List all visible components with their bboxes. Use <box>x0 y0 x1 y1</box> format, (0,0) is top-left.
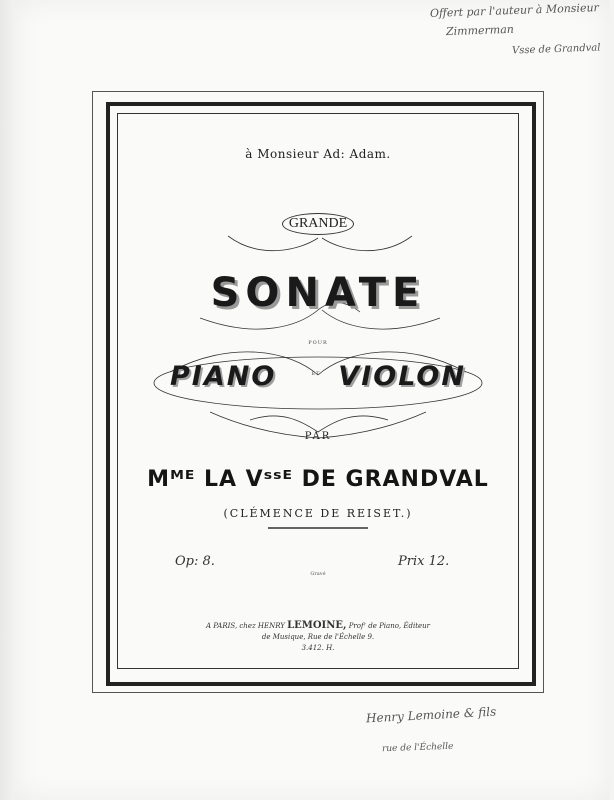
pour-label: POUR <box>308 340 328 346</box>
handwritten-dedication-line3: Vsse de Grandval <box>511 42 601 57</box>
publisher-imprint <box>117 620 519 654</box>
opus-number: Op: 8. <box>175 554 215 569</box>
grande-label <box>117 213 519 235</box>
publisher-prefix: A PARIS, chez HENRY <box>205 622 285 630</box>
publisher-suffix: Profʳ de Piano, Éditeur <box>348 622 431 630</box>
par-label: PAR <box>304 431 332 442</box>
et-label: ET <box>311 371 321 377</box>
price: Prix 12. <box>398 554 450 569</box>
instrument-piano: PIANO <box>170 361 277 392</box>
handwritten-dedication-line2: Zimmerman <box>445 22 515 39</box>
page-left-edge <box>0 0 15 800</box>
engraver-note: Gravé <box>310 571 326 577</box>
handwritten-dedication-line1: Offert par l'auteur à Monsieur <box>429 1 600 20</box>
publisher-line1 <box>117 620 519 632</box>
title-sonate: SONATE <box>210 270 426 316</box>
grande-text: GRANDE <box>282 213 354 235</box>
composer-name: Mᴹᴱ LA Vˢˢᴱ DE GRANDVAL <box>147 467 489 492</box>
publisher-name: LEMOINE, <box>287 620 347 631</box>
publisher-line2: de Musique, Rue de l'Échelle 9. <box>261 633 375 641</box>
dedication: à Monsieur Ad: Adam. <box>245 147 391 161</box>
handwritten-signature: Henry Lemoine & fils <box>365 704 497 726</box>
handwritten-note-bottom: rue de l'Échelle <box>381 741 454 755</box>
instrument-violon: VIOLON <box>338 361 466 392</box>
composer-subname: (CLÉMENCE DE REISET.) <box>223 507 413 520</box>
plate-number: 3.412. H. <box>301 644 335 652</box>
